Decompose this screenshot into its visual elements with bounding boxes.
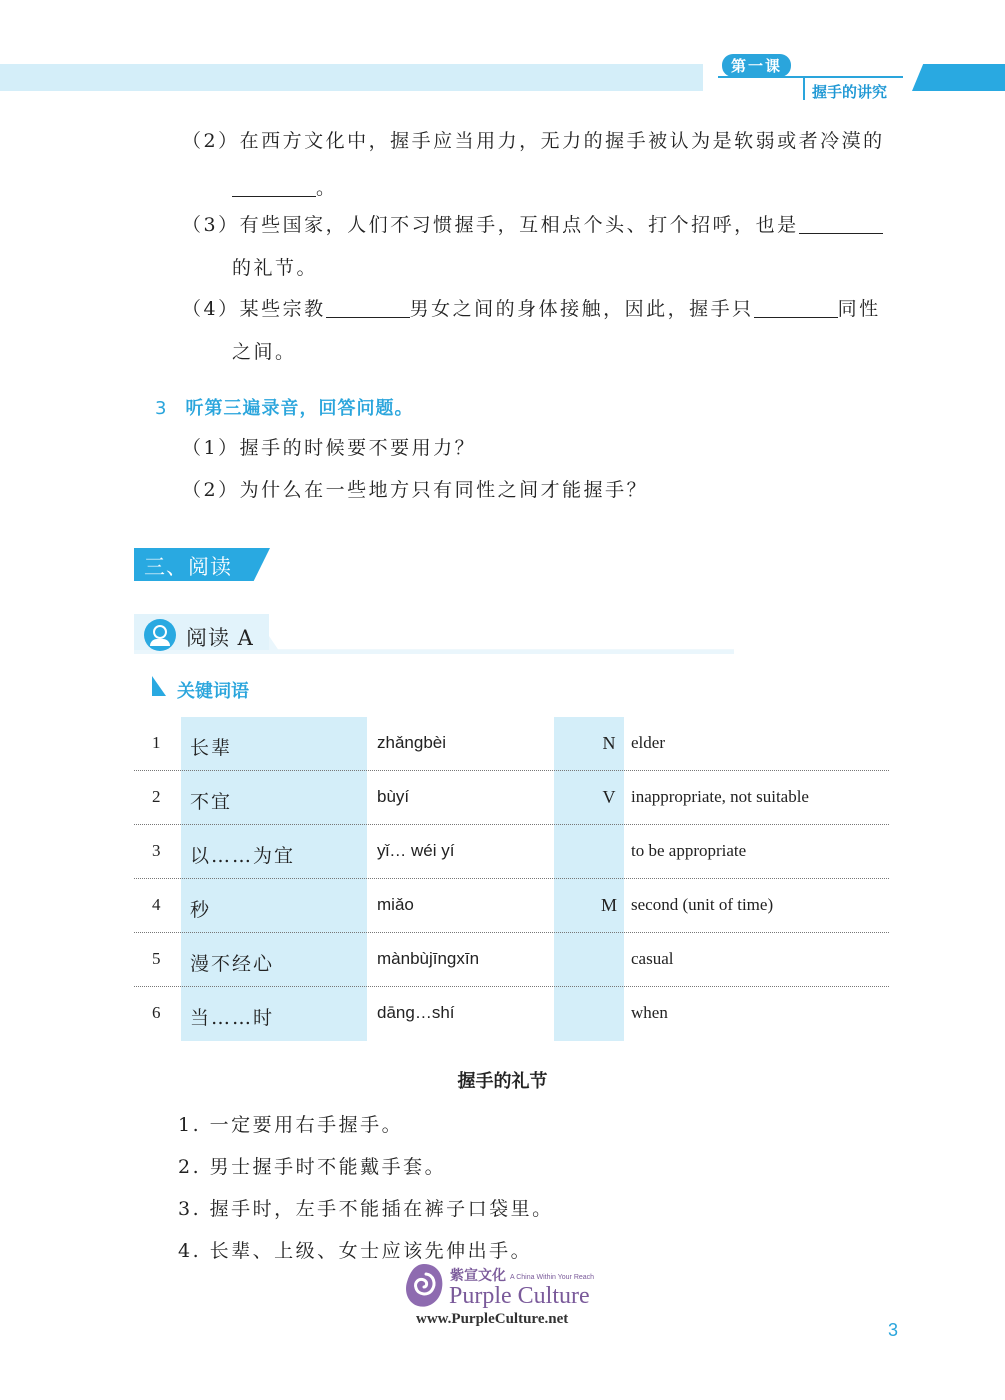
triangle-marker-icon [152, 676, 166, 696]
passage-line: 3. 握手时，左手不能插在裤子口袋里。 [178, 1198, 554, 1220]
row-number: 6 [152, 1003, 161, 1022]
row-english: second (unit of time) [631, 895, 774, 914]
item-text: 同性 [837, 298, 881, 320]
item-number: （2） [182, 130, 240, 152]
passage-line: 4. 长辈、上级、女士应该先伸出手。 [178, 1240, 533, 1262]
passage-title: 握手的礼节 [457, 1071, 548, 1092]
row-pinyin: dāng…shí [377, 1003, 455, 1022]
row-pinyin: mànbùjīngxīn [377, 949, 480, 968]
row-number: 2 [152, 787, 161, 806]
row-pinyin: yǐ… wéi yí [377, 841, 455, 860]
watermark-cn: 紫宣文化 [450, 1268, 506, 1284]
exercise2-item-4-line2 [232, 340, 297, 364]
row-english: casual [631, 949, 674, 968]
item-text: 有些国家，人们不习惯握手，互相点个头、打个招呼，也是 [239, 214, 799, 236]
row-english: to be appropriate [631, 841, 747, 860]
row-english: elder [631, 733, 665, 752]
row-word: 以……为宜 [190, 845, 296, 867]
item-number: （2） [182, 479, 240, 501]
row-english: inappropriate, not suitable [631, 787, 809, 806]
item-text: 在西方文化中，握手应当用力，无力的握手被认为是软弱或者冷漠的 [239, 130, 885, 152]
row-word: 当……时 [190, 1007, 275, 1029]
row-pos: M [600, 895, 617, 915]
lesson-badge-text: 第一课 [722, 54, 791, 77]
exercise-number: 3 [155, 398, 167, 419]
answer-blank[interactable] [326, 299, 410, 318]
answer-blank[interactable] [232, 178, 316, 197]
exercise3-question-2 [182, 478, 648, 502]
item-text: 。 [316, 177, 338, 199]
header-band [0, 64, 703, 91]
row-pinyin: zhǎngbèi [377, 733, 447, 752]
answer-blank[interactable] [799, 215, 883, 234]
item-number: （4） [182, 298, 240, 320]
passage-line: 2. 男士握手时不能戴手套。 [178, 1156, 447, 1178]
watermark-url: www.PurpleCulture.net [416, 1311, 569, 1327]
exercise3-question-1 [182, 436, 476, 460]
row-word: 秒 [190, 899, 212, 921]
section-title: 三、阅读 [144, 555, 232, 579]
row-word: 漫不经心 [190, 953, 275, 975]
item-text: 握手的时候要不要用力？ [239, 437, 477, 459]
exercise2-item-4 [182, 297, 881, 321]
row-english: when [631, 1003, 668, 1022]
lesson-title: 握手的讲究 [812, 83, 888, 101]
item-text: 某些宗教 [239, 298, 326, 320]
row-number: 1 [152, 733, 161, 752]
row-word: 不宜 [190, 791, 233, 813]
row-pinyin: bùyí [377, 787, 410, 806]
table-row [134, 825, 889, 879]
purple-culture-logo-icon [404, 1262, 444, 1310]
item-text: 的礼节。 [232, 257, 319, 279]
row-word: 长辈 [190, 737, 233, 759]
reading-label: 阅读 A [186, 626, 254, 650]
page-number: 3 [888, 1320, 899, 1340]
person-icon [144, 619, 176, 651]
watermark-brand: Purple Culture [449, 1283, 590, 1309]
header-divider [803, 78, 805, 100]
item-text: 之间。 [232, 341, 297, 363]
exercise3-heading [155, 394, 414, 420]
exercise2-item-3 [182, 213, 883, 237]
row-number: 3 [152, 841, 161, 860]
exercise2-item-3-line2 [232, 256, 318, 280]
answer-blank[interactable] [754, 299, 838, 318]
item-text: 为什么在一些地方只有同性之间才能握手？ [239, 479, 649, 501]
row-pos: N [602, 733, 616, 753]
table-row [134, 771, 889, 825]
lesson-badge [722, 54, 791, 76]
watermark-tagline: A China Within Your Reach [510, 1274, 595, 1281]
passage-line: 1. 一定要用右手握手。 [178, 1114, 404, 1136]
row-number: 4 [152, 895, 161, 914]
row-pinyin: miǎo [377, 895, 414, 914]
header-wedge [912, 64, 1005, 91]
table-row [134, 933, 889, 987]
exercise-title: 听第三遍录音，回答问题。 [185, 398, 414, 419]
keywords-title: 关键词语 [177, 681, 249, 702]
row-pos: V [602, 787, 616, 807]
table-row [134, 879, 889, 933]
item-text: 男女之间的身体接触，因此，握手只 [409, 298, 754, 320]
table-row [134, 717, 889, 771]
row-number: 5 [152, 949, 161, 968]
item-number: （3） [182, 214, 240, 236]
exercise2-item-2 [182, 129, 885, 153]
table-row [134, 987, 889, 1041]
exercise2-item-2-line2 [232, 176, 338, 200]
item-number: （1） [182, 437, 240, 459]
